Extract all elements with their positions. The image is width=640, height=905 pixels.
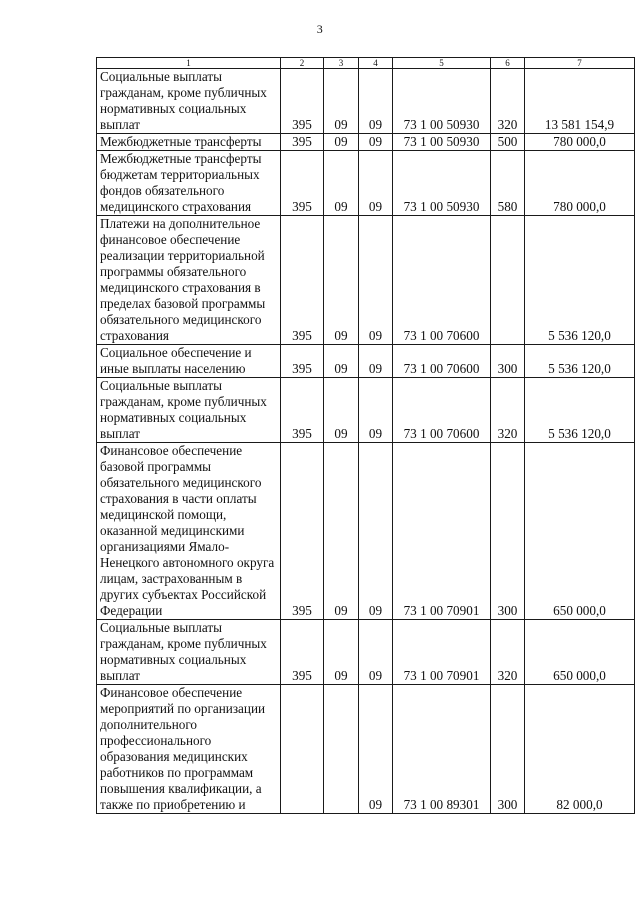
amount: 5 536 120,0 (525, 216, 635, 345)
page-number: 3 (316, 22, 324, 36)
column-header: 5 (393, 58, 491, 69)
expense-type-code: 320 (491, 620, 525, 685)
ved-code: 395 (281, 216, 324, 345)
subsection-code: 09 (359, 443, 393, 620)
amount: 650 000,0 (525, 620, 635, 685)
ved-code: 395 (281, 151, 324, 216)
column-header: 6 (491, 58, 525, 69)
ved-code: 395 (281, 345, 324, 378)
expense-type-code: 300 (491, 685, 525, 814)
column-header: 1 (97, 58, 281, 69)
column-header: 2 (281, 58, 324, 69)
ved-code: 395 (281, 69, 324, 134)
subsection-code: 09 (359, 151, 393, 216)
target-article-code: 73 1 00 70600 (393, 378, 491, 443)
ved-code: 395 (281, 378, 324, 443)
section-code: 09 (324, 443, 359, 620)
amount: 13 581 154,9 (525, 69, 635, 134)
column-header: 7 (525, 58, 635, 69)
subsection-code: 09 (359, 345, 393, 378)
table-row (97, 443, 635, 620)
budget-table (96, 57, 635, 814)
subsection-code: 09 (359, 378, 393, 443)
row-name: Финансовое обеспечение мероприятий по организации дополнительного профессионального образования медицинских работников по программам повышения квалификации, а также по приобретению и (97, 685, 281, 814)
expense-type-code: 300 (491, 345, 525, 378)
section-code: 09 (324, 345, 359, 378)
ved-code: 395 (281, 134, 324, 151)
amount: 780 000,0 (525, 151, 635, 216)
amount: 780 000,0 (525, 134, 635, 151)
expense-type-code: 320 (491, 378, 525, 443)
amount: 650 000,0 (525, 443, 635, 620)
row-name: Социальные выплаты гражданам, кроме публичных нормативных социальных выплат (97, 378, 281, 443)
table-row (97, 69, 635, 134)
table-header-row (97, 58, 635, 69)
amount: 5 536 120,0 (525, 345, 635, 378)
ved-code: 395 (281, 620, 324, 685)
row-name: Финансовое обеспечение базовой программы обязательного медицинского страхования в части оплаты медицинской помощи, оказанной медицинскими организациями Ямало-Ненецкого автономного округа лицам, застрахованным в других субъектах Российской Федерации (97, 443, 281, 620)
row-name: Межбюджетные трансферты (97, 134, 281, 151)
subsection-code: 09 (359, 685, 393, 814)
subsection-code: 09 (359, 134, 393, 151)
table-row (97, 345, 635, 378)
subsection-code: 09 (359, 620, 393, 685)
target-article-code: 73 1 00 50930 (393, 69, 491, 134)
subsection-code: 09 (359, 216, 393, 345)
table-row (97, 378, 635, 443)
row-name: Социальные выплаты гражданам, кроме публичных нормативных социальных выплат (97, 69, 281, 134)
target-article-code: 73 1 00 70901 (393, 620, 491, 685)
row-name: Платежи на дополнительное финансовое обеспечение реализации территориальной программы обязательного медицинского страхования в пределах базовой программы обязательного медицинского страхования (97, 216, 281, 345)
section-code: 09 (324, 69, 359, 134)
target-article-code: 73 1 00 70901 (393, 443, 491, 620)
amount: 5 536 120,0 (525, 378, 635, 443)
target-article-code: 73 1 00 70600 (393, 345, 491, 378)
table-row (97, 151, 635, 216)
column-header: 4 (359, 58, 393, 69)
column-header: 3 (324, 58, 359, 69)
expense-type-code: 500 (491, 134, 525, 151)
target-article-code: 73 1 00 50930 (393, 134, 491, 151)
section-code (324, 685, 359, 814)
target-article-code: 73 1 00 50930 (393, 151, 491, 216)
section-code: 09 (324, 151, 359, 216)
section-code: 09 (324, 378, 359, 443)
section-code: 09 (324, 134, 359, 151)
row-name: Межбюджетные трансферты бюджетам территориальных фондов обязательного медицинского страхования (97, 151, 281, 216)
target-article-code: 73 1 00 89301 (393, 685, 491, 814)
subsection-code: 09 (359, 69, 393, 134)
expense-type-code: 300 (491, 443, 525, 620)
table-row (97, 620, 635, 685)
section-code: 09 (324, 620, 359, 685)
ved-code: 395 (281, 443, 324, 620)
table-row (97, 685, 635, 814)
section-code: 09 (324, 216, 359, 345)
ved-code (281, 685, 324, 814)
table-row (97, 216, 635, 345)
expense-type-code (491, 216, 525, 345)
row-name: Социальное обеспечение и иные выплаты населению (97, 345, 281, 378)
row-name: Социальные выплаты гражданам, кроме публичных нормативных социальных выплат (97, 620, 281, 685)
expense-type-code: 320 (491, 69, 525, 134)
target-article-code: 73 1 00 70600 (393, 216, 491, 345)
table-row (97, 134, 635, 151)
amount: 82 000,0 (525, 685, 635, 814)
expense-type-code: 580 (491, 151, 525, 216)
